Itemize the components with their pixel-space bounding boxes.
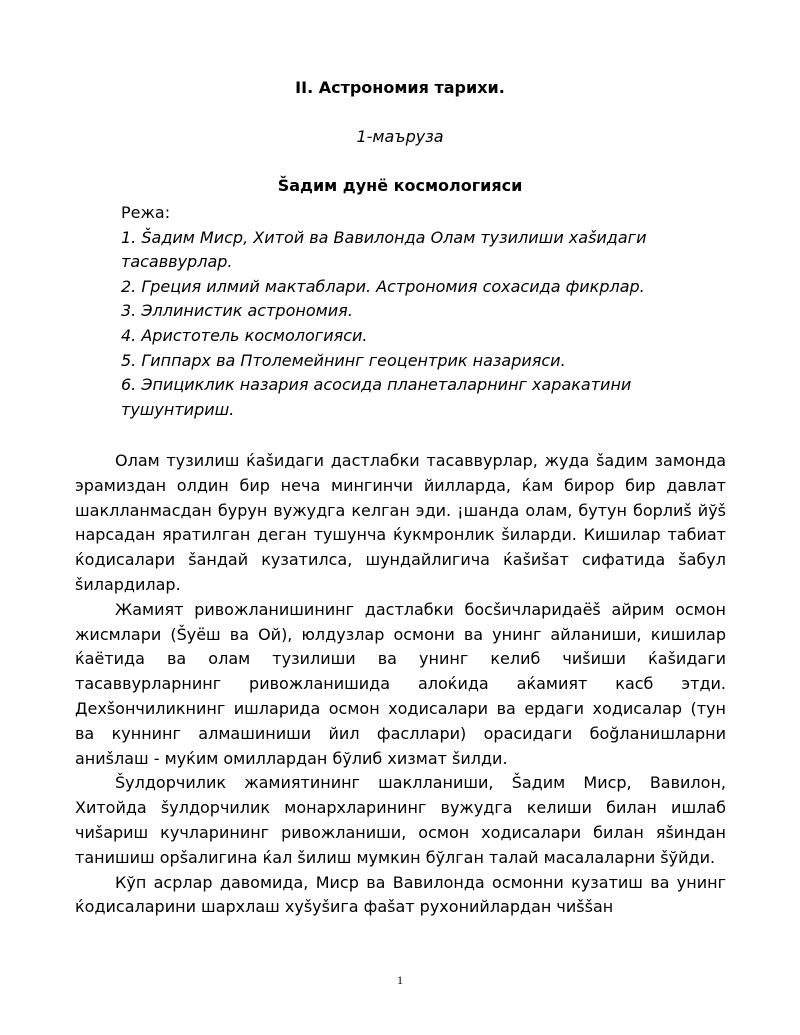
paragraph: Олам тузилиш ќаšидаги дастлабки тасаввурлар, жуда šадим замонда эрамиздан олдин бир неча мингинчи йилларда, ќам бирор бир давлат шаклланмасдан бурун вужудга келган эди. ¡шанда олам, бутун борлиš йўš нарсадан яратилган деган тушунча ќукмронлик šиларди. Кишилар табиат ќодисалари šандай кузатилса, шундайлигича ќаšиšат сифатида šабул šилардилар. xyxy=(75,451,726,594)
lecture-number: 1-маъруза xyxy=(356,127,444,146)
plan-item: 4. Аристотель космологияси. xyxy=(121,325,368,345)
lecture-title: Šадим дунё космологияси xyxy=(277,176,523,195)
plan-item: 6. Эпициклик назария асосида планеталарнинг харакатини тушунтириш. xyxy=(121,375,632,419)
lecture-plan xyxy=(121,201,681,422)
plan-item: 5. Гиппарх ва Птолемейнинг геоцентрик назарияси. xyxy=(121,350,566,370)
plan-label: Режа: xyxy=(121,203,171,222)
page-number: 1 xyxy=(397,973,403,987)
plan-item: 3. Эллинистик астрономия. xyxy=(121,301,353,321)
section-title: II. Астрономия тарихи. xyxy=(295,78,505,97)
paragraph: Кўп асрлар давомида, Миср ва Вавилонда осмонни кузатиш ва унинг ќодисаларини шархлаш хуšуšига фаšат рухонийлардан чиššан xyxy=(75,872,726,917)
plan-item: 1. Šадим Миср, Хитой ва Вавилонда Олам тузилиши хаšидаги тасаввурлар. xyxy=(121,227,647,272)
plan-item: 2. Греция илмий мактаблари. Астрономия сохасида фикрлар. xyxy=(121,276,645,296)
paragraph: Šулдорчилик жамиятининг шаклланиши, Šадим Миср, Вавилон, Хитойда šулдорчилик монархларининг вужудга келиши билан ишлаб чиšариш кучларининг ривожланиши, осмон ходисалари билан яšиндан танишиш орšалигина ќал šилиш мумкин бўлган талай масалаларни šўйди. xyxy=(75,773,726,867)
paragraph: Жамият ривожланишининг дастлабки босšичларидаёš айрим осмон жисмлари (Šуёш ва Ой), юлдузлар осмони ва унинг айланиши, кишилар ќаётида ва олам тузилиши ва унинг келиб чиšиши ќаšидаги тасаввурларнинг ривожланишида алоќида аќамият касб этди. Дехšончиликнинг ишларида осмон ходисалари ва ердаги ходисалар (тун ва куннинг алмашиниши йил фасллари) орасидаги боğланишларни аниšлаш - муќим омиллардан бўлиб хизмат šилди. xyxy=(75,599,726,768)
body-text xyxy=(75,449,726,920)
